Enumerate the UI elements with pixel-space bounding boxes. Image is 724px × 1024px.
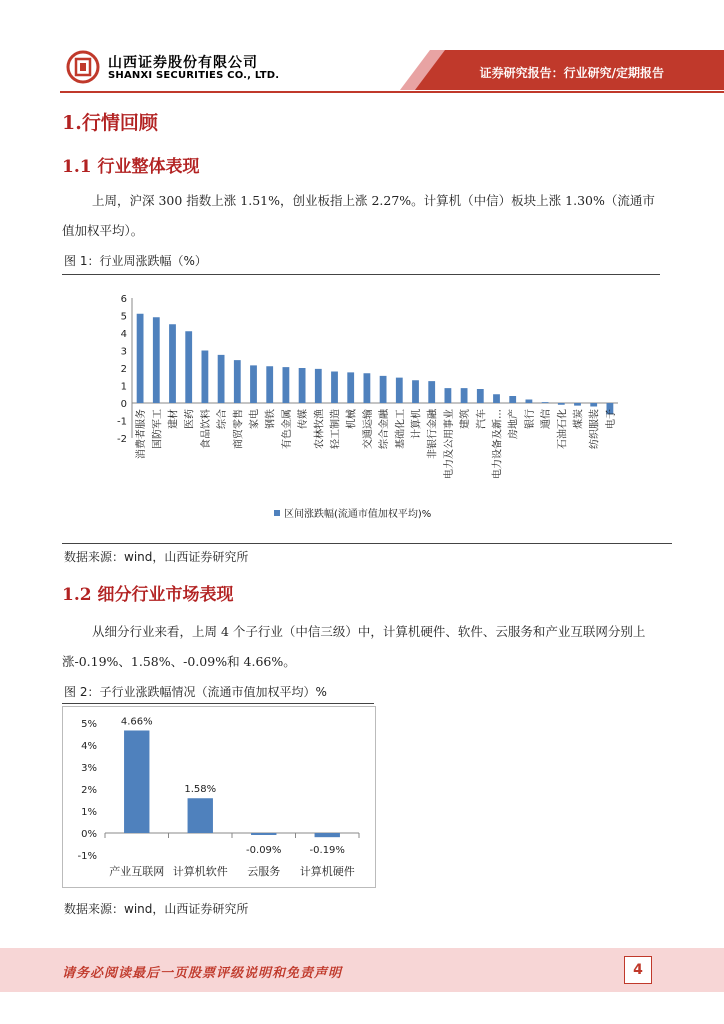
bar [315, 833, 340, 837]
x-tick-label: 交通运输 [362, 409, 374, 449]
company-logo-icon [66, 50, 100, 84]
bar [542, 402, 549, 403]
figure-top-rule [62, 703, 374, 704]
bar [169, 324, 176, 403]
bar [124, 730, 149, 833]
y-tick-label: 4% [81, 741, 97, 752]
section-title: 1.行情回顾 [62, 112, 158, 134]
industry-weekly-chart [62, 278, 662, 540]
y-tick-label: 6 [120, 294, 127, 305]
x-tick-label: 建材 [168, 409, 180, 429]
bar [266, 366, 273, 403]
bar [590, 403, 597, 407]
bar [493, 394, 500, 403]
y-tick-label: 2% [81, 785, 97, 796]
x-tick-label: 电力及公用事业 [443, 409, 455, 479]
x-tick-label: 计算机硬件 [299, 865, 355, 878]
page-number: 4 [624, 956, 652, 984]
company-name-en: SHANXI SECURITIES CO., LTD. [108, 70, 280, 81]
x-tick-label: 商贸零售 [233, 409, 245, 449]
bar [477, 389, 484, 403]
y-tick-label: 5% [81, 719, 97, 730]
subsection-title: 1.1 行业整体表现 [62, 157, 200, 177]
x-tick-label: 有色金属 [281, 409, 293, 449]
bar [188, 798, 213, 833]
bar [363, 373, 370, 403]
bar [299, 368, 306, 403]
bar [282, 367, 289, 403]
data-label: -0.09% [246, 845, 282, 856]
x-tick-label: 食品饮料 [200, 409, 212, 449]
y-tick-label: -1% [77, 851, 97, 862]
data-label: 1.58% [184, 784, 217, 796]
data-label: -0.19% [309, 845, 345, 856]
x-tick-label: 银行 [524, 409, 536, 429]
x-tick-label: 电子 [605, 409, 617, 429]
bar [396, 378, 403, 403]
paragraph: 从细分行业来看，上周 4 个子行业（中信三级）中，计算机硬件、软件、云服务和产业互联网分别上涨-0.19%、1.58%、-0.09%和 4.66%。 [62, 624, 646, 669]
bar [461, 388, 468, 403]
x-tick-label: 非银行金融 [427, 409, 439, 459]
y-tick-label: 0% [81, 829, 97, 840]
bar [428, 381, 435, 403]
x-tick-label: 电力设备及新… [492, 409, 504, 479]
x-tick-label: 汽车 [476, 409, 488, 429]
x-tick-label: 农林牧渔 [314, 409, 326, 449]
x-tick-label: 消费者服务 [136, 409, 148, 459]
legend-label: 区间涨跌幅(流通市值加权平均)% [284, 509, 432, 520]
figure-title: 图 1：行业周涨跌幅（%） [64, 254, 207, 268]
bar [509, 396, 516, 403]
y-tick-label: 1% [81, 807, 97, 818]
bar [234, 360, 241, 403]
bar [250, 365, 257, 403]
footer-disclaimer: 请务必阅读最后一页股票评级说明和免责声明 [62, 966, 343, 981]
x-tick-label: 通信 [541, 409, 553, 429]
y-tick-label: 1 [120, 381, 127, 393]
legend-swatch [274, 510, 280, 516]
x-tick-label: 煤炭 [573, 409, 585, 429]
x-tick-label: 钢铁 [265, 409, 277, 429]
x-tick-label: 纺织服装 [589, 409, 601, 449]
x-tick-label: 家电 [249, 409, 261, 429]
figure-source: 数据来源：wind，山西证券研究所 [64, 550, 249, 564]
bar [444, 388, 451, 403]
figure-source: 数据来源：wind，山西证券研究所 [64, 902, 249, 916]
y-tick-label: 3% [81, 763, 97, 774]
x-tick-label: 国防军工 [152, 409, 164, 449]
x-tick-label: 机械 [346, 409, 358, 429]
y-tick-label: 4 [120, 329, 127, 340]
x-tick-label: 综合金融 [379, 409, 391, 449]
figure-top-rule [62, 274, 660, 275]
bar [412, 380, 419, 403]
x-tick-label: 基础化工 [395, 409, 407, 449]
bar [380, 376, 387, 403]
bar [558, 403, 565, 405]
subindustry-chart [62, 706, 376, 888]
page-header [0, 0, 724, 92]
y-tick-label: 5 [120, 311, 127, 323]
paragraph: 上周，沪深 300 指数上涨 1.51%，创业板指上涨 2.27%。计算机（中信）板块上涨 1.30%（流通市值加权平均）。 [62, 193, 655, 238]
bar [251, 833, 276, 835]
x-tick-label: 医药 [184, 409, 196, 429]
x-tick-label: 综合 [217, 409, 229, 429]
x-tick-label: 计算机 [411, 409, 423, 439]
x-tick-label: 产业互联网 [109, 865, 165, 878]
x-tick-label: 石油石化 [557, 409, 569, 449]
x-tick-label: 轻工制造 [330, 409, 342, 449]
x-tick-label: 传媒 [298, 409, 310, 429]
bar [347, 372, 354, 403]
x-tick-label: 建筑 [460, 409, 472, 429]
bar [331, 372, 338, 404]
data-label: 4.66% [120, 716, 153, 728]
bar [153, 317, 160, 403]
company-name-cn: 山西证券股份有限公司 [108, 55, 258, 71]
x-tick-label: 房地产 [508, 409, 520, 439]
bar [574, 403, 581, 406]
bar [185, 331, 192, 403]
header-divider [60, 91, 724, 93]
bar [201, 351, 208, 404]
report-type-label: 证券研究报告：行业研究/定期报告 [479, 66, 664, 80]
x-tick-label: 计算机软件 [172, 865, 228, 878]
bar [218, 355, 225, 403]
bar [315, 369, 322, 403]
y-tick-label: -2 [117, 434, 127, 445]
figure-title: 图 2：子行业涨跌幅情况（流通市值加权平均）% [64, 685, 327, 699]
x-tick-label: 云服务 [247, 865, 281, 878]
subsection-title: 1.2 细分行业市场表现 [62, 585, 234, 605]
y-tick-label: 3 [120, 346, 127, 358]
y-tick-label: 0 [120, 399, 127, 410]
y-tick-label: -1 [117, 416, 127, 428]
bar [137, 314, 144, 403]
y-tick-label: 2 [120, 364, 127, 375]
figure-bottom-rule [62, 543, 672, 544]
bar [525, 400, 532, 404]
